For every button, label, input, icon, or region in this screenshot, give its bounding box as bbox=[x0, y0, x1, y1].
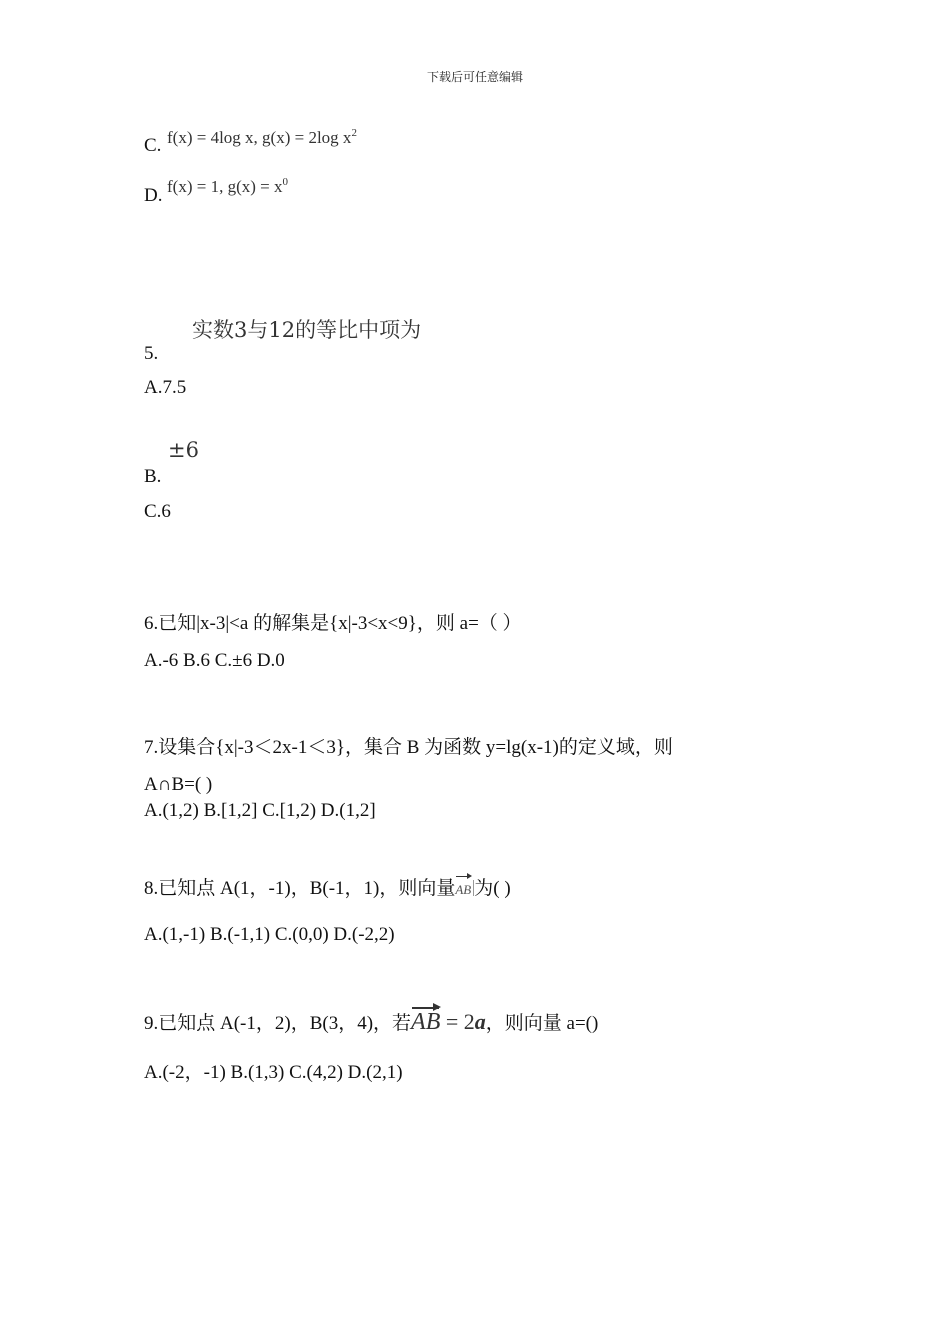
q4-option-c-label: C. bbox=[144, 135, 162, 156]
q4-option-c bbox=[144, 134, 161, 158]
q8-options: A.(1,-1) B.(-1,1) C.(0,0) D.(-2,2) bbox=[144, 924, 395, 945]
q9-equation: = 2 bbox=[440, 1009, 475, 1034]
page-header: 下载后可任意编辑 bbox=[426, 70, 523, 84]
q5-option-c: C.6 bbox=[144, 501, 171, 522]
q6-question: 6.已知|x-3|<a 的解集是{x|-3<x<9}，则 a=（ ） bbox=[144, 613, 522, 634]
q8-question-tail: 为( ) bbox=[474, 878, 511, 899]
q4-option-d bbox=[144, 184, 162, 208]
q9-question-tail: ，则向量 a=() bbox=[485, 1013, 599, 1034]
q7-question-line1: 7.设集合{x|-3＜2x-1＜3}，集合 B 为函数 y=lg(x-1)的定义域，则 bbox=[144, 737, 673, 758]
q9-vector-ab: AB bbox=[411, 1009, 441, 1035]
q4-option-d-formula bbox=[167, 176, 288, 197]
q9-vector-a: a bbox=[474, 1009, 486, 1034]
q8-question bbox=[144, 877, 511, 902]
q8-question-text: 8.已知点 A(1，-1)，B(-1，1)，则向量 bbox=[144, 878, 456, 899]
q4-option-c-exponent: 2 bbox=[351, 127, 357, 139]
q7-options: A.(1,2) B.[1,2] C.[1,2) D.(1,2] bbox=[144, 800, 376, 821]
q4-option-d-label: D. bbox=[144, 185, 163, 206]
q8-vector-ab: AB bbox=[455, 878, 471, 902]
q5-number: 5. bbox=[144, 343, 159, 364]
q9-question bbox=[144, 1010, 598, 1036]
q5-option-b-image: ±6 bbox=[168, 438, 199, 462]
q9-question-text: 9.已知点 A(-1，2)，B(3，4)，若 bbox=[144, 1013, 412, 1034]
q4-option-d-exponent: 0 bbox=[282, 176, 288, 188]
q5-option-a: A.7.5 bbox=[144, 377, 187, 398]
q4-option-c-formula bbox=[167, 127, 357, 148]
q5-option-b: B. bbox=[144, 466, 162, 487]
q4-option-c-formula-text: f(x) = 4log x, g(x) = 2log x bbox=[167, 128, 352, 147]
q5-prompt-image: 实数3与12的等比中项为 bbox=[192, 318, 422, 342]
q9-options: A.(-2，-1) B.(1,3) C.(4,2) D.(2,1) bbox=[144, 1062, 403, 1083]
q6-options: A.-6 B.6 C.±6 D.0 bbox=[144, 650, 285, 671]
q4-option-d-formula-text: f(x) = 1, g(x) = x bbox=[167, 177, 283, 196]
q7-question-line2: A∩B=( ) bbox=[144, 774, 213, 795]
